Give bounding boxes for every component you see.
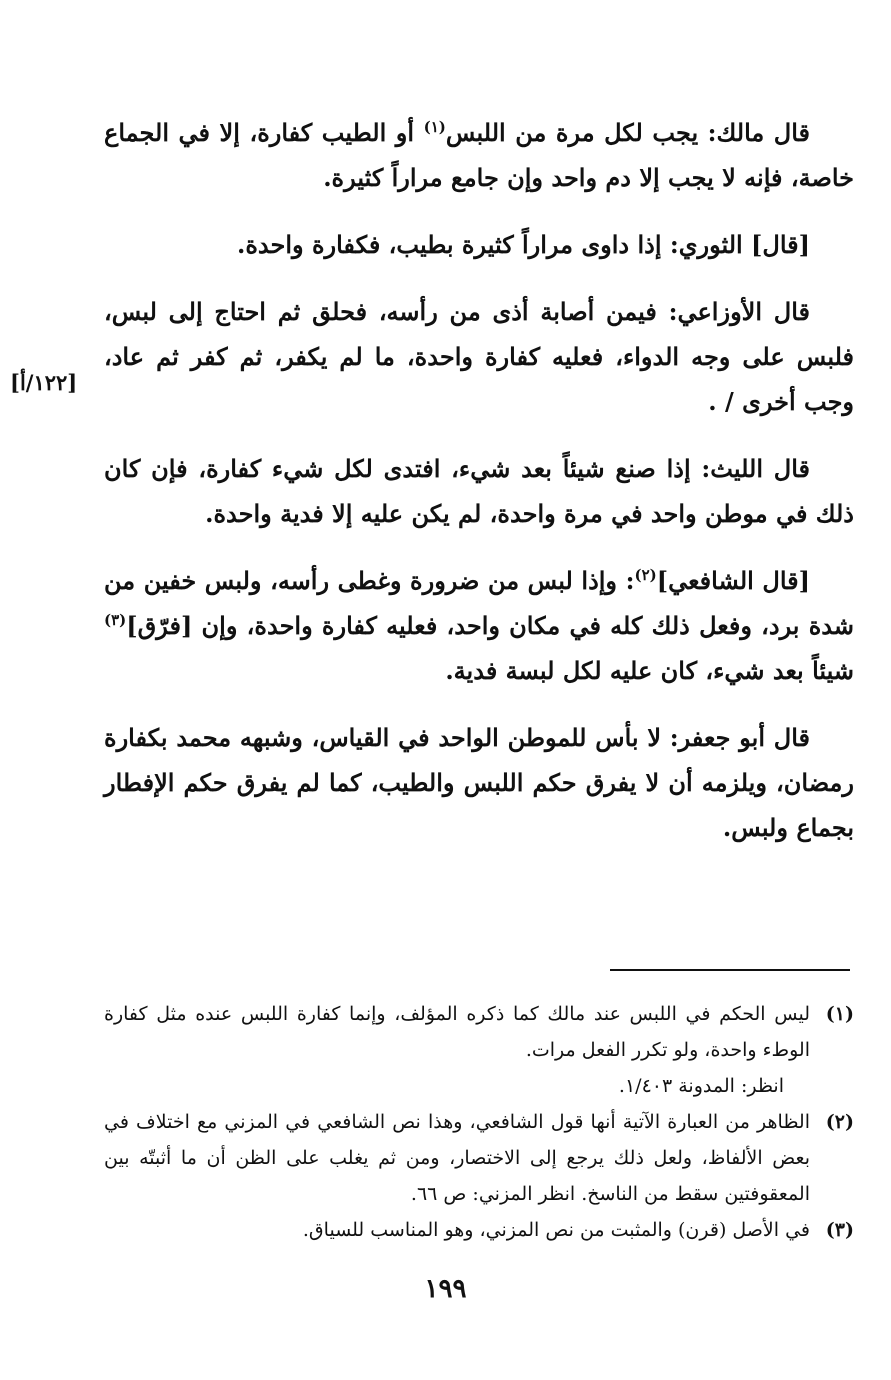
footnote-number: (٢)	[825, 1111, 854, 1133]
paragraph-text: قال مالك: يجب لكل مرة من اللبس	[445, 118, 811, 147]
paragraph-text: قال الأوزاعي: فيمن أصابة أذى من رأسه، فحلق ثم احتاج إلى لبس، فلبس على وجه الدواء، فعليه كفارة واحدة، ما لم يكفر، ثم كفر ثم عاد، وجب أخرى / .	[104, 297, 854, 416]
manuscript-folio-reference: [١٢٢/أ]	[10, 370, 78, 395]
paragraph-text: أو الطيب كفارة، إلا في الجماع خاصة، فإنه لا يجب إلا دم واحد وإن جامع مراراً كثيرة.	[104, 118, 854, 192]
paragraph-shafii	[104, 558, 854, 693]
footnote-marker-3[interactable]: (٣)	[104, 611, 127, 629]
paragraph-text: قال الليث: إذا صنع شيئاً بعد شيء، افتدى لكل شيء كفارة، فإن كان ذلك في موطن واحد في مرة واحدة، لم يكن عليه إلا فدية واحدة.	[104, 454, 854, 528]
footnote-body	[104, 1104, 810, 1212]
footnote-number: (٣)	[825, 1219, 854, 1241]
paragraph-text: [قال] الثوري: إذا داوى مراراً كثيرة بطيب، فكفارة واحدة.	[236, 230, 810, 259]
paragraph-text: [قال الشافعي]	[656, 566, 810, 595]
paragraph-text: : وإذا لبس من ضرورة وغطى رأسه، ولبس خفين من شدة برد، وفعل ذلك كله في مكان واحد، فعليه كفارة واحدة، وإن [فرّق]	[104, 566, 854, 640]
footnote-marker-2[interactable]: (٢)	[634, 566, 657, 584]
paragraph-layth	[104, 446, 854, 536]
footnote-text: الظاهر من العبارة الآتية أنها قول الشافعي، وهذا نص الشافعي في المزني مع اختلاف في بعض الألفاظ، ولعل ذلك يرجع إلى الاختصار، ومن ثم يغلب على الظن أن ما أثبتّه بين المعقوفتين سقط من الناسخ. انظر المزني: ص ٦٦.	[104, 1111, 810, 1205]
paragraph-thawri	[104, 222, 854, 267]
footnote-text: ليس الحكم في اللبس عند مالك كما ذكره المؤلف، وإنما كفارة اللبس عنده مثل كفارة الوطء واحدة، ولو تكرر الفعل مرات.	[104, 1003, 810, 1061]
footnote-divider	[610, 969, 850, 971]
footnotes-section	[104, 996, 854, 1248]
footnote-number: (١)	[825, 1003, 854, 1025]
paragraph-malik	[104, 110, 854, 200]
main-text	[104, 110, 854, 872]
footnote-2	[104, 1104, 854, 1212]
footnote-3	[104, 1212, 854, 1248]
footnote-marker-1[interactable]: (١)	[423, 118, 446, 136]
paragraph-awzai	[104, 289, 854, 424]
paragraph-text: قال أبو جعفر: لا بأس للموطن الواحد في القياس، وشبهه محمد بكفارة رمضان، ويلزمه أن لا يفرق حكم اللبس والطيب، كما لم يفرق حكم الإفطار بجماع ولبس.	[104, 723, 854, 842]
footnote-text: في الأصل (قرن) والمثبت من نص المزني، وهو المناسب للسياق.	[302, 1219, 810, 1241]
paragraph-abu-jafar	[104, 715, 854, 850]
footnote-reference: انظر: المدونة ١/٤٠٣.	[618, 1075, 784, 1097]
footnote-body	[104, 996, 810, 1104]
footnote-body	[104, 1212, 810, 1248]
page-number: ١٩٩	[424, 1274, 467, 1304]
footnote-1	[104, 996, 854, 1104]
paragraph-text: شيئاً بعد شيء، كان عليه لكل لبسة فدية.	[445, 656, 854, 685]
